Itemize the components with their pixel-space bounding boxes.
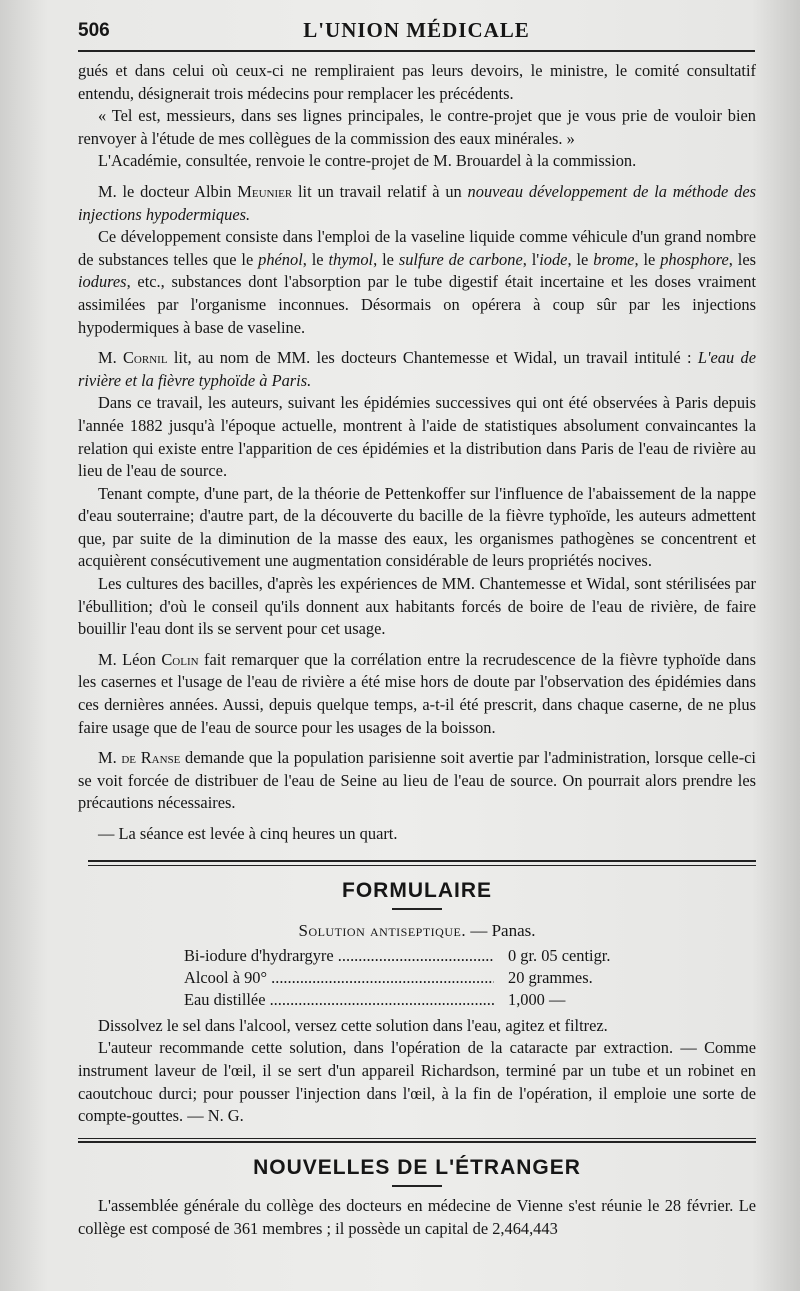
substance: sulfure de carbone [398,249,523,269]
text: M. le docteur Albin [98,181,238,201]
author-name: Meunier [237,181,293,201]
title-underline [392,908,442,910]
ingredient-list [184,945,756,1011]
title-underline [392,1185,442,1187]
substance: phosphore [660,249,729,269]
text: , etc., substances dont l'absorption par le tube digestif était incertaine et les doses vraiment assimilées par l'organisme inconnues. Désormais on opérera à coup sûr par les injections hypodermiques à base de vaseline. [78,272,756,337]
ingredient-quantity: 20 grammes. [508,967,593,987]
ingredient-quantity: 0 gr. 05 centigr. [508,945,611,965]
substance: brome [593,249,635,269]
paragraph: L'Académie, consultée, renvoie le contre-projet de M. Brouardel à la commission. [98,151,637,171]
text: , le [302,249,329,269]
work-title: nouveau développement de la méthode des injections hypodermiques. [78,181,756,224]
ingredient-name: Bi-iodure d'hydrargyre ..... [184,945,494,967]
ingredient-name: Eau distillée ..... [184,989,494,1011]
text: M. [98,748,122,768]
text: fait remarquer que la corrélation entre la recrudescence de la fièvre typhoïde dans les casernes et l'usage de l'eau de rivière a été mise hors de doute par l'observation des épidémies dans ces dernières années. Aussi, depuis quelque temps, a-t-il été prescrit, dans chaque caserne, de ne plus faire usage que de l'eau de source pour les usages de la boisson. [78,649,757,737]
running-title: L'UNION MÉDICALE [303,18,530,42]
author-name: de Ranse [121,748,181,768]
recipe-title [78,920,756,943]
text: , le [567,249,594,269]
paragraph: L'assemblée générale du collège des docteurs en médecine de Vienne s'est réunie le 28 février. Le collège est composé de 361 membres ; il possède un capital de 2,464,443 [78,1196,756,1238]
paragraph: Les cultures des bacilles, d'après les expériences de MM. Chantemesse et Widal, sont stérilisées par l'ébullition; d'où le conseil qu'ils donnent aux habitants forcés de boire de l'eau de rivière, de faire bouillir l'eau dont ils se servent pour cet usage. [78,574,756,639]
page-number: 506 [78,20,110,41]
author-name: Colin [161,649,199,669]
substance: iodures [78,272,127,292]
substance: phénol [258,249,303,269]
header-rule [78,50,755,52]
paragraph: gués et dans celui où ceux-ci ne rempliraient pas leurs devoirs, le ministre, le comité consultatif entendu, désignerait trois médecins pour remplacer les précédents. [78,61,756,103]
section-divider [78,1138,756,1139]
ingredient-row [184,989,756,1011]
author-name: Cornil [123,348,168,368]
text: , le [634,249,661,269]
paragraph [78,226,756,339]
paragraph: Dissolvez le sel dans l'alcool, versez cette solution dans l'eau, agitez et filtrez. [98,1015,608,1035]
paragraph: Tenant compte, d'une part, de la théorie de Pettenkoffer sur l'influence de l'abaissement de la nappe d'eau souterraine; d'autre part, de la découverte du bacille de la fièvre typhoïde, les auteurs admettent que, par suite de la diminution de la masse des eaux, les organismes pathogènes se concentrent et acquièrent consécutivement une augmentation considérable de leurs propriétés nocives. [78,483,756,571]
paragraph: Dans ce travail, les auteurs, suivant les épidémies successives qui ont été observées à Paris depuis l'année 1882 jusqu'à l'époque actuelle, montrent à l'aide de statistiques absolument convaincantes la relation qui existe entre l'apparition de ces épidémies et la distribution dans Paris de l'eau de rivière au lieu de l'eau de source. [78,393,756,481]
section-divider [78,1141,756,1143]
text: M. Léon [98,649,162,669]
ingredient-row [184,967,756,989]
cornil-paragraph [78,347,756,392]
work-title: L'eau de rivière et la fièvre typhoïde à Paris. [78,348,756,390]
recipe-name: Solution antiseptique. [298,921,467,941]
text: , l' [522,249,540,269]
section-divider [88,860,756,866]
meunier-paragraph [78,181,756,226]
paragraph: « Tel est, messieurs, dans ses lignes principales, le contre-projet que je vous prie de vouloir bien renvoyer à l'étude de mes collègues de la commission des eaux minérales. » [78,106,756,148]
substance: iode [539,249,568,269]
text: lit, au nom de MM. les docteurs Chantemesse et Widal, un travail intitulé : [167,348,698,368]
colin-paragraph [78,649,756,739]
nouvelles-title: NOUVELLES DE L'ÉTRANGER [253,1155,581,1179]
ingredient-name: Alcool à 90° ..... [184,967,494,989]
text: M. [98,348,123,368]
ranse-paragraph [78,747,756,815]
text: lit un travail relatif à un [292,181,468,201]
formulaire-title: FORMULAIRE [342,878,492,902]
page-header [78,18,755,48]
text: , les [728,249,756,269]
closing-line: — La séance est levée à cinq heures un quart. [98,824,398,843]
substance: thymol [328,249,374,269]
recipe-author: — Panas. [466,921,536,941]
text: demande que la population parisienne soit avertie par l'administration, lorsque celle-ci se voit forcée de distribuer de l'eau de Seine au lieu de l'eau de source. On pourrait alors prendre les précautions nécessaires. [78,748,756,813]
text: , le [373,249,399,269]
paragraph: L'auteur recommande cette solution, dans l'opération de la cataracte par extraction. — Comme instrument laveur de l'œil, il se sert d'un appareil Richardson, terminé par un tube et un robinet en caoutchouc durci; pour pousser l'injection dans l'œil, à la fin de l'opération, il emploie une sorte de compte-gouttes. — N. G. [78,1038,756,1126]
text: Ce développement consiste dans l'emploi de la vaseline liquide comme véhicule d'un grand nombre de substances telles que le [78,227,756,269]
ingredient-row [184,945,756,967]
ingredient-quantity: 1,000 — [508,989,566,1009]
page-body [78,60,756,1241]
